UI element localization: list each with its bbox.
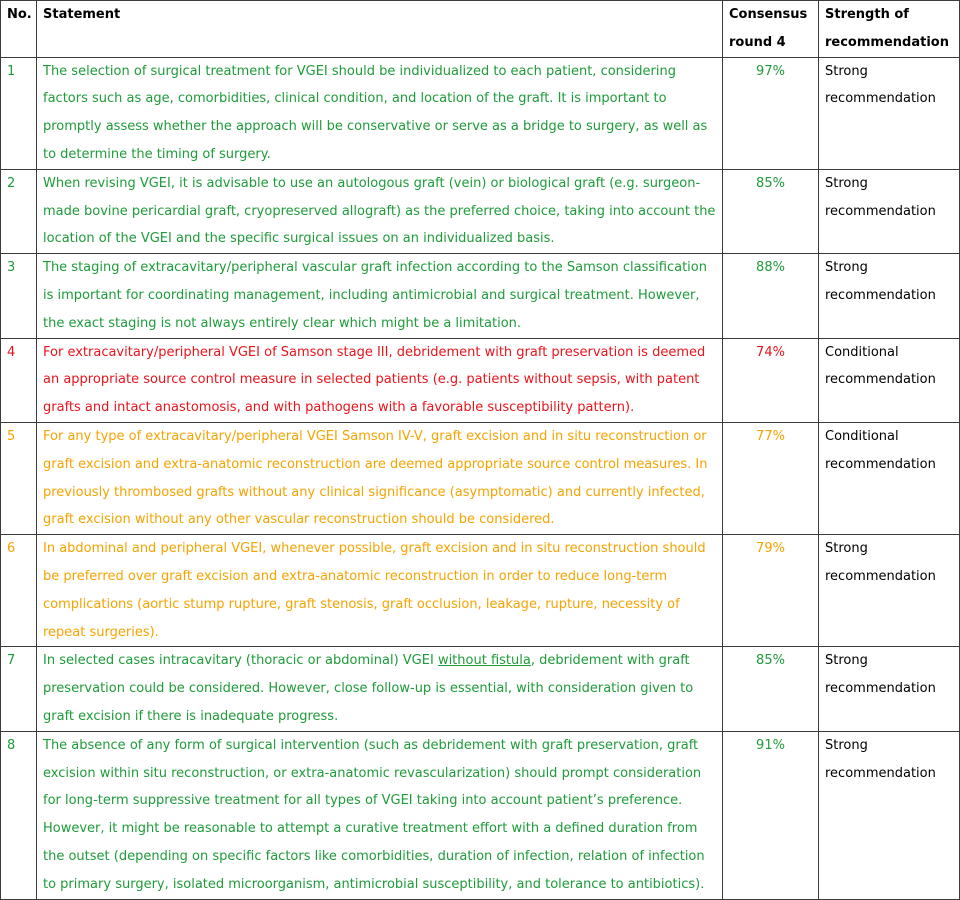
consensus-value: 74%: [723, 338, 819, 422]
strength-value: Strong recommendation: [819, 57, 960, 169]
strength-value: Strong recommendation: [819, 254, 960, 338]
header-statement: Statement: [37, 1, 723, 58]
consensus-value: 91%: [723, 731, 819, 899]
table-row: [1, 338, 960, 422]
statement-underlined-phrase: without fistula: [437, 653, 531, 669]
strength-value: Conditional recommendation: [819, 338, 960, 422]
consensus-value: 97%: [723, 57, 819, 169]
row-number: 1: [1, 57, 37, 169]
statement-text: When revising VGEI, it is advisable to use an autologous graft (vein) or biological graft (e.g. surgeon-made bovine pericardial graft, cryopreserved allograft) as the preferred choice, taking into account the location of the VGEI and the specific surgical issues on an individualized basis.: [37, 169, 723, 253]
strength-value: Strong recommendation: [819, 169, 960, 253]
consensus-value: 77%: [723, 422, 819, 534]
row-number: 5: [1, 422, 37, 534]
header-no: No.: [1, 1, 37, 58]
strength-value: Strong recommendation: [819, 731, 960, 899]
statement-text: The absence of any form of surgical intervention (such as debridement with graft preservation, graft excision within situ reconstruction, or extra-anatomic revascularization) should prompt consideration for long-term suppressive treatment for all types of VGEI taking into account patient’s preference. However, it might be reasonable to attempt a curative treatment effort with a defined duration from the outset (depending on specific factors like comorbidities, duration of infection, relation of infection to primary surgery, isolated microorganism, antimicrobial susceptibility, and tolerance to antibiotics).: [37, 731, 723, 899]
row-number: 7: [1, 647, 37, 731]
statement-text: In abdominal and peripheral VGEI, whenever possible, graft excision and in situ reconstruction should be preferred over graft excision and extra-anatomic reconstruction in order to reduce long-term complications (aortic stump rupture, graft stenosis, graft occlusion, leakage, rupture, necessity of repeat surgeries).: [37, 535, 723, 647]
row-number: 6: [1, 535, 37, 647]
statement-text-start: In selected cases intracavitary (thoracic or abdominal) VGEI: [43, 653, 438, 669]
table-row: [1, 254, 960, 338]
consensus-value: 85%: [723, 647, 819, 731]
consensus-value: 85%: [723, 169, 819, 253]
row-number: 3: [1, 254, 37, 338]
header-row: [1, 1, 960, 58]
table-row: [1, 647, 960, 731]
table-row: [1, 422, 960, 534]
table-row: [1, 535, 960, 647]
consensus-value: 79%: [723, 535, 819, 647]
header-strength: Strength of recommendation: [819, 1, 960, 58]
table-row: [1, 731, 960, 899]
statement-text: [37, 647, 723, 731]
statement-text: For any type of extracavitary/peripheral VGEI Samson IV-V, graft excision and in situ reconstruction or graft excision and extra-anatomic reconstruction are deemed appropriate source control measures. In previously thrombosed grafts without any clinical significance (asymptomatic) and currently infected, graft excision without any other vascular reconstruction should be considered.: [37, 422, 723, 534]
strength-value: Strong recommendation: [819, 647, 960, 731]
statement-text: The selection of surgical treatment for VGEI should be individualized to each patient, considering factors such as age, comorbidities, clinical condition, and location of the graft. It is important to promptly assess whether the approach will be conservative or serve as a bridge to surgery, as well as to determine the timing of surgery.: [37, 57, 723, 169]
strength-value: Strong recommendation: [819, 535, 960, 647]
row-number: 4: [1, 338, 37, 422]
row-number: 8: [1, 731, 37, 899]
statement-text-end: , debridement with graft preservation could be considered. However, close follow-up is essential, with consideration given to graft excision if there is inadequate progress.: [43, 653, 694, 724]
table-row: [1, 57, 960, 169]
consensus-value: 88%: [723, 254, 819, 338]
row-number: 2: [1, 169, 37, 253]
header-consensus: Consensus round 4: [723, 1, 819, 58]
strength-value: Conditional recommendation: [819, 422, 960, 534]
statement-text: For extracavitary/peripheral VGEI of Samson stage III, debridement with graft preservation is deemed an appropriate source control measure in selected patients (e.g. patients without sepsis, with patent grafts and intact anastomosis, and with pathogens with a favorable susceptibility pattern).: [37, 338, 723, 422]
table-row: [1, 169, 960, 253]
statement-text: The staging of extracavitary/peripheral vascular graft infection according to the Samson classification is important for coordinating management, including antimicrobial and surgical treatment. However, the exact staging is not always entirely clear which might be a limitation.: [37, 254, 723, 338]
